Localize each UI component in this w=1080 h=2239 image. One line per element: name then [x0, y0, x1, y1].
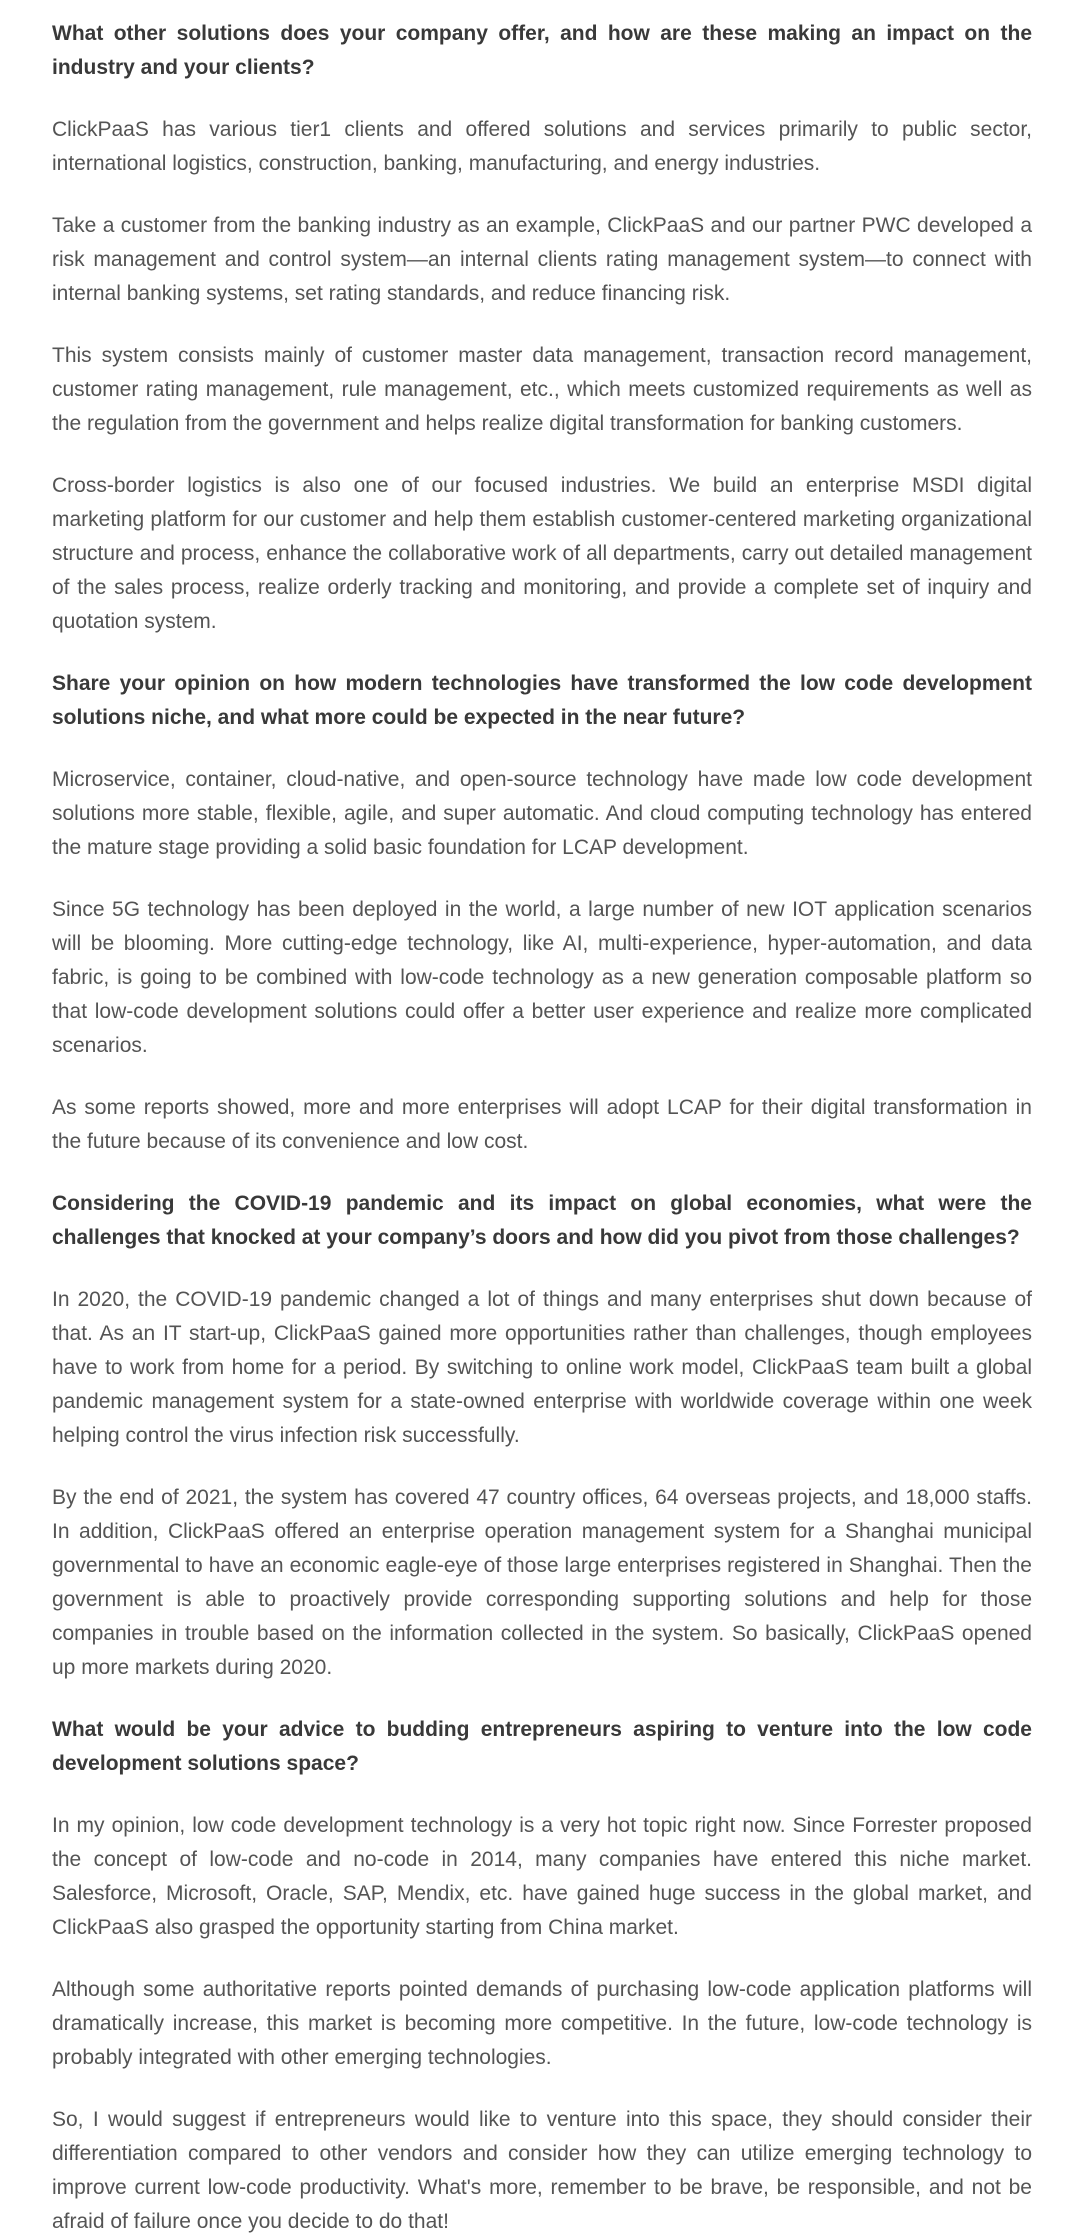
question-modern-technologies: Share your opinion on how modern technologies have transformed the low code development solutions niche, and what more could be expected in the near future? — [52, 672, 1032, 729]
answer-crossborder-logistics: Cross-border logistics is also one of our focused industries. We build an enterprise MSDI digital marketing platform for our customer and help them establish customer-centered marketing organizational structure and process, enhance the collaborative work of all departments, carry out detailed management of the sales process, realize orderly tracking and monitoring, and provide a complete set of inquiry and quotation system. — [52, 474, 1032, 633]
answer-system-components: This system consists mainly of customer master data management, transaction record management, customer rating management, rule management, etc., which meets customized requirements as well as the regulation from the government and helps realize digital transformation for banking customers. — [52, 344, 1032, 435]
answer-competitive-market: Although some authoritative reports pointed demands of purchasing low-code application platforms will dramatically increase, this market is becoming more competitive. In the future, low-code technology is probably integrated with other emerging technologies. — [52, 1978, 1032, 2069]
question-other-solutions: What other solutions does your company offer, and how are these making an impact on the industry and your clients? — [52, 22, 1032, 79]
answer-lcap-adoption: As some reports showed, more and more enterprises will adopt LCAP for their digital transformation in the future because of its convenience and low cost. — [52, 1096, 1032, 1153]
answer-pandemic-system: In 2020, the COVID-19 pandemic changed a lot of things and many enterprises shut down because of that. As an IT start-up, ClickPaaS gained more opportunities rather than challenges, though employees have to work from home for a period. By switching to online work model, ClickPaaS team built a global pandemic management system for a state-owned enterprise with worldwide coverage within one week helping control the virus infection risk successfully. — [52, 1288, 1032, 1447]
answer-suggestion-differentiation: So, I would suggest if entrepreneurs would like to venture into this space, they should consider their differentiation compared to other vendors and consider how they can utilize emerging technology to improve current low-code productivity. What's more, remember to be brave, be responsible, and not be afraid of failure once you decide to do that! — [52, 2108, 1032, 2233]
answer-5g-iot: Since 5G technology has been deployed in the world, a large number of new IOT application scenarios will be blooming. More cutting-edge technology, like AI, multi-experience, hyper-automation, and data fabric, is going to be combined with low-code technology as a new generation composable platform so that low-code development solutions could offer a better user experience and realize more complicated scenarios. — [52, 898, 1032, 1057]
question-advice-entrepreneurs: What would be your advice to budding entrepreneurs aspiring to venture into the low code development solutions space? — [52, 1718, 1032, 1775]
answer-banking-example: Take a customer from the banking industry as an example, ClickPaaS and our partner PWC developed a risk management and control system—an internal clients rating management system—to connect with internal banking systems, set rating standards, and reduce financing risk. — [52, 214, 1032, 305]
answer-2021-coverage: By the end of 2021, the system has covered 47 country offices, 64 overseas projects, and 18,000 staffs. In addition, ClickPaaS offered an enterprise operation management system for a Shanghai municipal governmental to have an economic eagle-eye of those large enterprises registered in Shanghai. Then the government is able to proactively provide corresponding supporting solutions and help for those companies in trouble based on the information collected in the system. So basically, ClickPaaS opened up more markets during 2020. — [52, 1486, 1032, 1679]
answer-hot-topic-market: In my opinion, low code development technology is a very hot topic right now. Since Forrester proposed the concept of low-code and no-code in 2014, many companies have entered this niche market. Salesforce, Microsoft, Oracle, SAP, Mendix, etc. have gained huge success in the global market, and ClickPaaS also grasped the opportunity starting from China market. — [52, 1814, 1032, 1939]
answer-microservice-cloud: Microservice, container, cloud-native, and open-source technology have made low code development solutions more stable, flexible, agile, and super automatic. And cloud computing technology has entered the mature stage providing a solid basic foundation for LCAP development. — [52, 768, 1032, 859]
question-covid-challenges: Considering the COVID-19 pandemic and its impact on global economies, what were the challenges that knocked at your company’s doors and how did you pivot from those challenges? — [52, 1192, 1032, 1249]
answer-clients-industries: ClickPaaS has various tier1 clients and offered solutions and services primarily to public sector, international logistics, construction, banking, manufacturing, and energy industries. — [52, 118, 1032, 175]
